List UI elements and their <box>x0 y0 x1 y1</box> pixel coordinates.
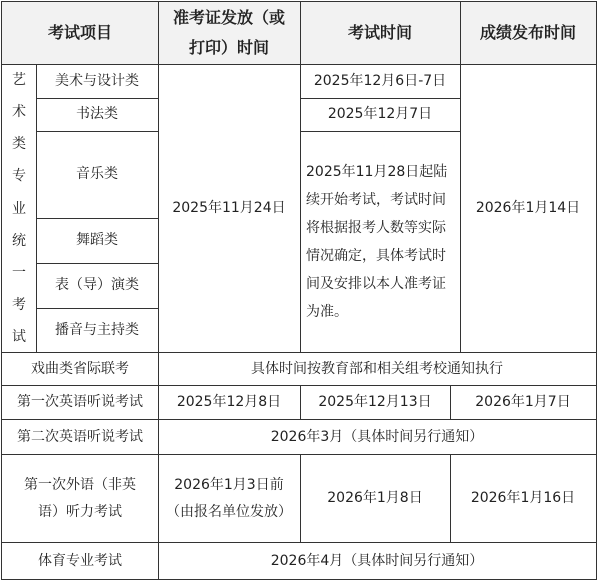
row-divider <box>1 385 597 386</box>
art-label-char: 一 <box>12 264 26 281</box>
subject-calligraphy: 书法类 <box>76 106 118 122</box>
row-divider <box>1 352 597 353</box>
opera-note: 具体时间按教育部和相关组考校通知执行 <box>251 360 503 377</box>
subject-drama: 表（导）演类 <box>55 277 139 293</box>
art-design-exam-time: 2025年12月6日-7日 <box>313 73 447 89</box>
art-label-char: 专 <box>12 168 26 185</box>
art-label-char: 考 <box>12 296 26 313</box>
art-label-char: 类 <box>12 136 26 153</box>
col-divider <box>300 454 301 543</box>
calligraphy-exam-time: 2025年12月7日 <box>327 106 433 122</box>
col-divider <box>450 385 451 420</box>
english1-results-time: 2026年1月7日 <box>475 394 571 410</box>
subject-broadcasting: 播音与主持类 <box>55 321 139 338</box>
art-results-time: 2026年1月14日 <box>475 200 581 216</box>
col-divider <box>300 385 301 420</box>
english1-exam-time: 2025年12月13日 <box>318 394 432 410</box>
col-divider <box>460 1 461 353</box>
row-divider <box>36 98 158 99</box>
row-divider <box>1 542 597 543</box>
row-divider <box>1 454 597 455</box>
pe-label: 体育专业考试 <box>38 552 122 569</box>
table-border-left <box>1 1 2 580</box>
row-divider <box>300 98 460 99</box>
art-label-char: 业 <box>12 200 26 217</box>
foreign-results-time: 2026年1月16日 <box>470 490 576 506</box>
row-divider <box>300 131 460 132</box>
header-exam-time: 考试时间 <box>300 2 460 64</box>
col-divider <box>450 454 451 543</box>
opera-label: 戏曲类省际联考 <box>31 360 129 377</box>
art-ticket-time: 2025年11月24日 <box>172 200 286 216</box>
english2-label: 第二次英语听说考试 <box>17 428 143 445</box>
subject-music: 音乐类 <box>76 166 118 182</box>
row-divider <box>36 263 158 264</box>
subject-art-design: 美术与设计类 <box>55 73 139 89</box>
english1-label: 第一次英语听说考试 <box>17 394 143 410</box>
subject-dance: 舞蹈类 <box>76 232 118 248</box>
col-divider <box>36 64 37 353</box>
row-divider <box>1 64 597 65</box>
art-group-label <box>2 65 36 352</box>
english2-note: 2026年3月（具体时间另行通知） <box>270 428 484 445</box>
foreign-ticket-time: 2026年1月3日前（由报名单位发放） <box>166 476 292 520</box>
pe-note: 2026年4月（具体时间另行通知） <box>270 552 484 569</box>
art-label-char: 术 <box>12 104 26 121</box>
english1-ticket-time: 2025年12月8日 <box>176 394 282 410</box>
art-label-char: 统 <box>12 232 26 249</box>
row-divider <box>1 419 597 420</box>
row-divider <box>36 308 158 309</box>
header-ticket-time: 准考证发放（或打印）时间 <box>158 2 300 64</box>
art-label-char: 艺 <box>12 72 26 88</box>
foreign-exam-time: 2026年1月8日 <box>327 490 423 506</box>
col-divider <box>158 1 159 580</box>
table-border-top <box>1 1 597 2</box>
col-divider <box>300 1 301 353</box>
art-label-char: 试 <box>12 329 26 345</box>
other-arts-exam-time: 2025年11月28日起陆续开始考试，考试时间将根据报考人数等实际情况确定，具体考试时间及安排以本人准考证为准。 <box>306 163 448 320</box>
header-item: 考试项目 <box>2 2 158 64</box>
table-border-bottom <box>1 579 597 580</box>
foreign-label: 第一次外语（非英语）听力考试 <box>24 476 136 520</box>
header-results-time: 成绩发布时间 <box>460 2 596 64</box>
row-divider <box>36 131 158 132</box>
row-divider <box>36 218 158 219</box>
table-border-right <box>596 1 597 580</box>
